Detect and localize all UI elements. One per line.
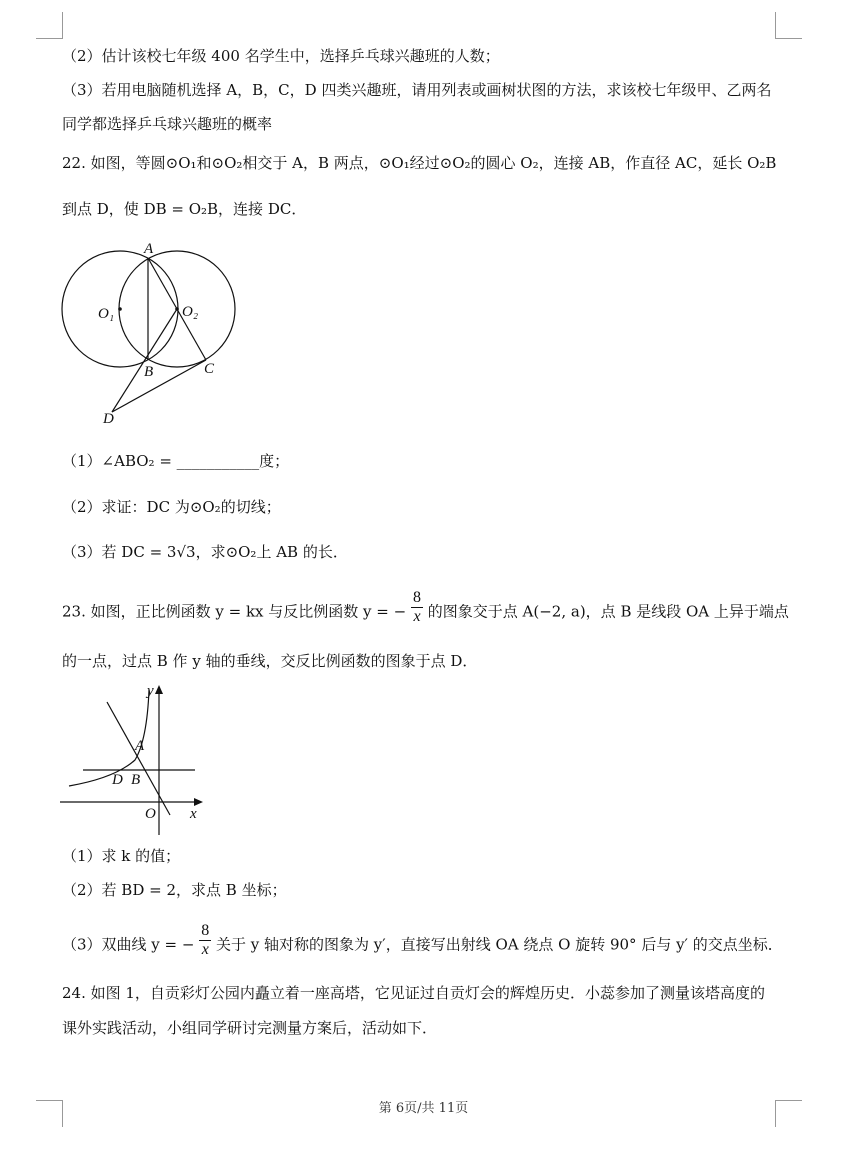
- q23-part2: （2）若 BD = 2，求点 B 坐标；: [62, 881, 287, 899]
- segment-o2d: [112, 309, 177, 412]
- fraction-denominator: x: [201, 941, 209, 958]
- q23-stem-line1: [62, 589, 789, 626]
- q23-stem-part2: 的图象交于点 A(−2, a)，点 B 是线段 OA 上异于端点: [427, 602, 789, 621]
- q23-part3-b: 关于 y 轴对称的图象为 y′，直接写出射线 OA 绕点 O 旋转 90° 后与 y′ 的交点坐标．: [216, 935, 783, 954]
- label-c: C: [204, 361, 215, 377]
- crop-mark-top-left: [36, 12, 63, 39]
- q24-stem-line1: 24. 如图 1，自贡彩灯公园内矗立着一座高塔，它见证过自贡灯会的辉煌历史．小蕊参加了测量该塔高度的: [62, 984, 765, 1002]
- line-y-kx: [107, 702, 170, 815]
- label-o1: O₁: [98, 306, 115, 322]
- crop-mark-top-right: [775, 12, 802, 39]
- q23-figure: [55, 680, 215, 840]
- q24-stem-line2: 课外实践活动，小组同学研讨完测量方案后，活动如下．: [62, 1019, 438, 1037]
- label-o: O: [145, 806, 156, 822]
- q22-part3: （3）若 DC = 3√3，求⊙O₂上 AB 的长．: [62, 543, 348, 561]
- label-a: A: [144, 241, 154, 257]
- label-o2: O₂: [182, 304, 199, 320]
- q22-figure: [50, 236, 250, 431]
- center-o2-dot: [175, 307, 179, 311]
- q23-fraction: [411, 589, 423, 626]
- segment-dc: [112, 360, 206, 412]
- page-footer: 第 6页/共 11页: [378, 1101, 469, 1116]
- fraction-numerator: 8: [413, 589, 421, 606]
- label-y: y: [147, 683, 154, 699]
- q23-stem-line2: 的一点，过点 B 作 y 轴的垂线，交反比例函数的图象于点 D．: [62, 652, 478, 670]
- q21-part3-line2: 同学都选择乒乓球兴趣班的概率: [62, 115, 273, 133]
- q21-part3-line1: （3）若用电脑随机选择 A，B，C，D 四类兴趣班，请用列表或画树状图的方法，求该校七年级甲、乙两名: [62, 81, 772, 99]
- fraction-denominator: x: [413, 608, 421, 625]
- label-b: B: [144, 364, 154, 380]
- q23-part1: （1）求 k 的值；: [62, 847, 181, 865]
- q23-part3-a: （3）双曲线 y = −: [62, 935, 195, 954]
- y-axis-arrow: [155, 685, 163, 694]
- label-a: A: [135, 738, 145, 754]
- q22-part2: （2）求证：DC 为⊙O₂的切线；: [62, 498, 281, 516]
- q22-stem-line1: 22. 如图，等圆⊙O₁和⊙O₂相交于 A，B 两点，⊙O₁经过⊙O₂的圆心 O₂，连接 AB，作直径 AC，延长 O₂B: [62, 154, 777, 172]
- q22-part1: （1）∠ABO₂ = ___________度；: [62, 452, 290, 470]
- q22-stem-line2: 到点 D，使 DB = O₂B，连接 DC．: [62, 200, 307, 218]
- q23-stem-part1: 23. 如图，正比例函数 y = kx 与反比例函数 y = −: [62, 602, 407, 621]
- label-d: D: [112, 772, 123, 788]
- label-b: B: [131, 772, 141, 788]
- x-axis-arrow: [194, 798, 203, 806]
- q23-part3: [62, 922, 783, 959]
- q21-part2: （2）估计该校七年级 400 名学生中，选择乒乓球兴趣班的人数；: [62, 47, 500, 65]
- label-d: D: [103, 411, 114, 427]
- fraction-numerator: 8: [201, 922, 210, 939]
- center-o1-dot: [118, 307, 122, 311]
- q23-part3-fraction: [199, 922, 211, 959]
- label-x: x: [190, 806, 197, 822]
